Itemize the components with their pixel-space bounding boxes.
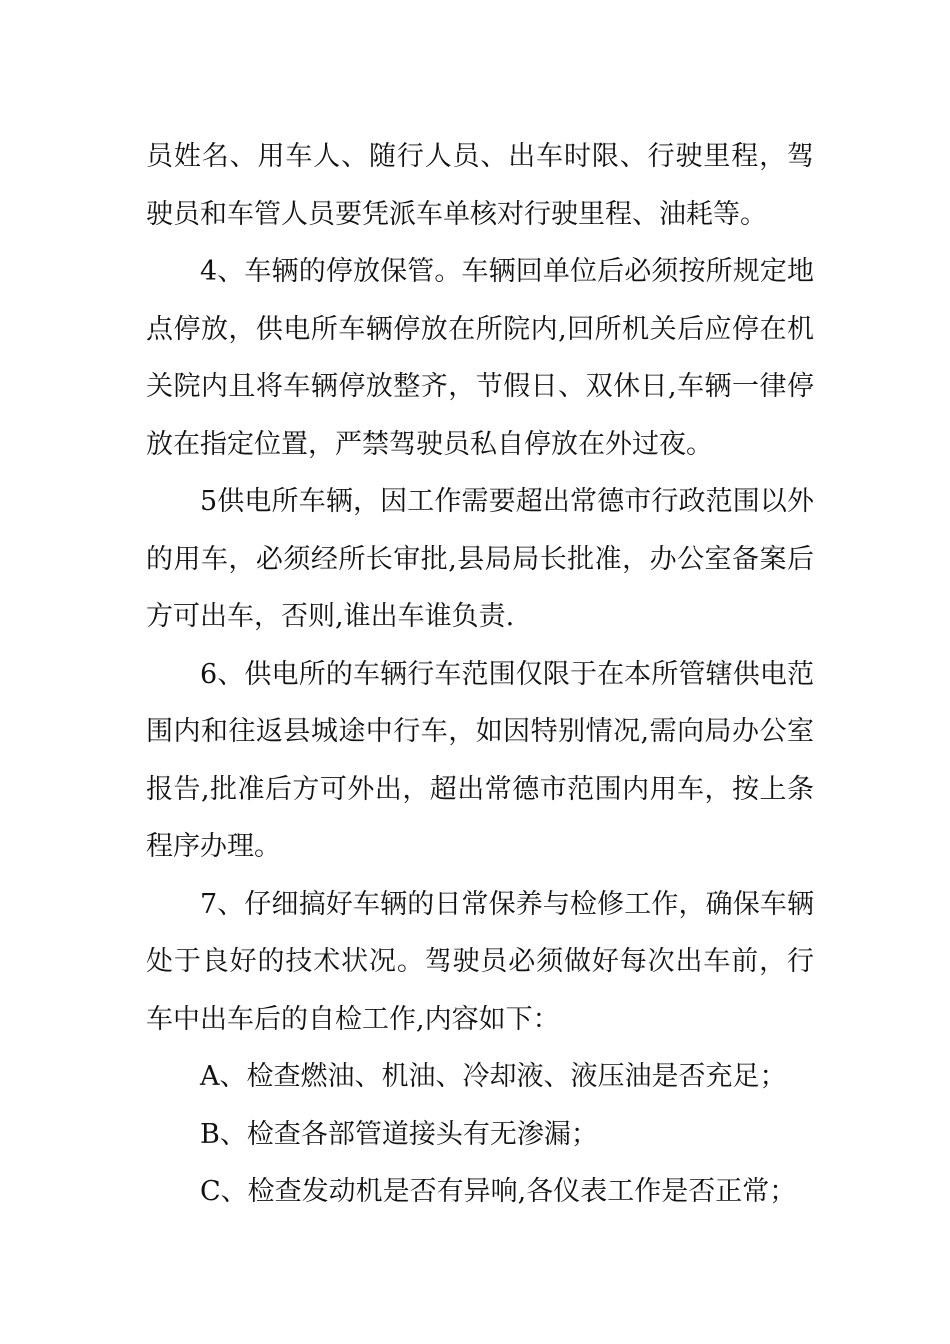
list-item-c: C、检查发动机是否有异响,各仪表工作是否正常； bbox=[200, 1176, 797, 1207]
paragraph-5: 7、仔细搞好车辆的日常保养与检修工作，确保车辆处于良好的技术状况。驾驶员必须做好每次出车前，行车中出车后的自检工作,内容如下： bbox=[146, 888, 814, 1035]
paragraph-2: 4、车辆的停放保管。车辆回单位后必须按所规定地点停放，供电所车辆停放在所院内,回所机关后应停在机关院内且将车辆停放整齐，节假日、双休日,车辆一律停放在指定位置，严禁驾驶员私自停放在外过夜。 bbox=[146, 256, 814, 460]
paragraph-1: 员姓名、用车人、随行人员、出车时限、行驶里程，驾驶员和车管人员要凭派车单核对行驶里程、油耗等。 bbox=[146, 141, 814, 230]
list-item-a: A、检查燃油、机油、冷却液、液压油是否充足； bbox=[200, 1061, 787, 1092]
document-body bbox=[146, 128, 814, 1221]
paragraph-3: 5供电所车辆，因工作需要超出常德市行政范围以外的用车，必须经所长审批,县局局长批准，办公室备案后方可出车，否则,谁出车谁负责. bbox=[146, 486, 814, 632]
paragraph-4: 6、供电所的车辆行车范围仅限于在本所管辖供电范围内和往返县城途中行车，如因特别情况,需向局办公室报告,批准后方可外出，超出常德市范围内用车，按上条程序办理。 bbox=[146, 658, 814, 862]
list-item-b: B、检查各部管道接头有无渗漏； bbox=[200, 1118, 598, 1150]
